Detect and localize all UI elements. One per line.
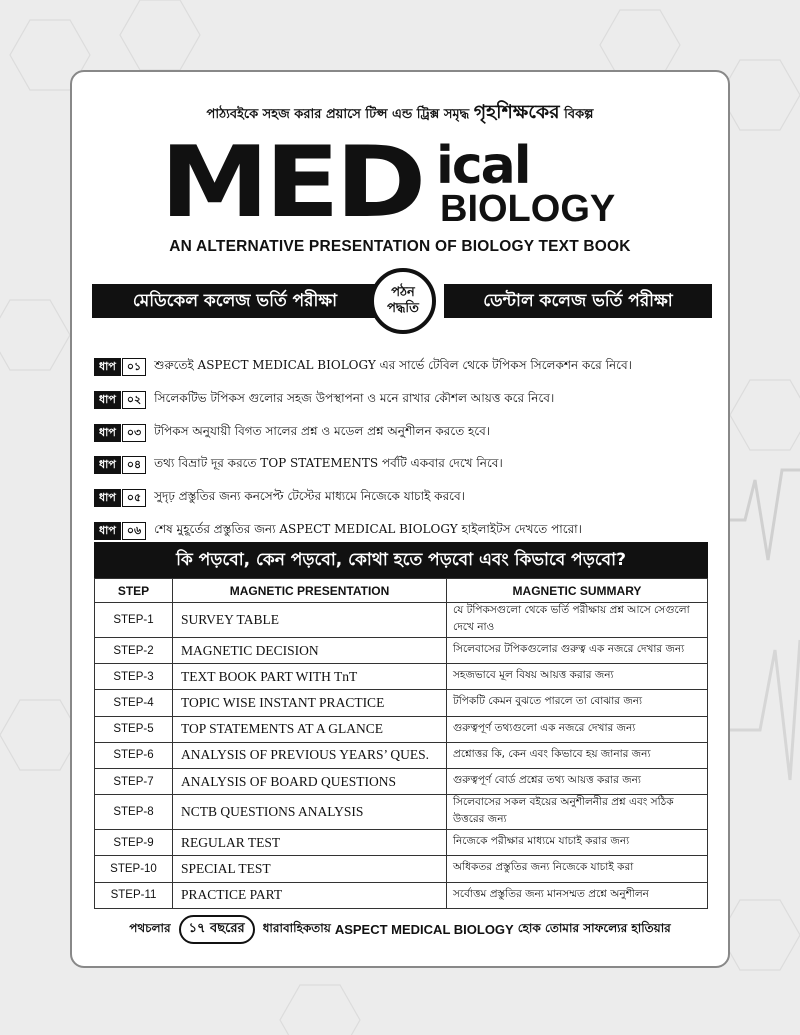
cell-summary: টপিকটি কেমন বুঝতে পারলে তা বোঝার জন্য xyxy=(447,690,708,716)
cell-presentation: REGULAR TEST xyxy=(173,830,447,856)
cell-presentation: TOP STATEMENTS AT A GLANCE xyxy=(173,716,447,742)
table-row xyxy=(95,716,708,742)
logo-biology-text: BIOLOGY xyxy=(440,188,616,230)
cell-presentation: SPECIAL TEST xyxy=(173,856,447,882)
step-label: ধাপ xyxy=(94,358,121,376)
step-number: ০১ xyxy=(122,358,146,376)
cell-presentation: TEXT BOOK PART WITH TnT xyxy=(173,664,447,690)
reading-method-badge xyxy=(370,268,436,334)
cell-step: STEP-2 xyxy=(95,638,173,664)
cell-presentation: NCTB QUESTIONS ANALYSIS xyxy=(173,795,447,830)
table-header-row xyxy=(95,579,708,603)
step-number: ০৩ xyxy=(122,424,146,442)
step-badge xyxy=(94,424,146,442)
header-step: STEP xyxy=(95,579,173,603)
cell-summary: গুরুত্বপূর্ণ তথ্যগুলো এক নজরে দেখার জন্য xyxy=(447,716,708,742)
cell-presentation: ANALYSIS OF BOARD QUESTIONS xyxy=(173,768,447,794)
table-row xyxy=(95,882,708,908)
step-badge xyxy=(94,391,146,409)
step-label: ধাপ xyxy=(94,489,121,507)
table-row xyxy=(95,638,708,664)
step-text: শুরুতেই ASPECT MEDICAL BIOLOGY এর সার্ভে টেবিল থেকে টপিকস সিলেকশন করে নিবে। xyxy=(154,358,632,372)
step-number: ০৬ xyxy=(122,522,146,540)
table-row xyxy=(95,664,708,690)
method-line-1: পঠন xyxy=(391,285,415,300)
header-summary: MAGNETIC SUMMARY xyxy=(447,579,708,603)
medical-exam-banner: মেডিকেল কলেজ ভর্তি পরীক্ষা xyxy=(92,284,378,318)
step-badge xyxy=(94,489,146,507)
cell-summary: অধিকতর প্রস্তুতির জন্য নিজেকে যাচাই করা xyxy=(447,856,708,882)
tagline-prefix: পাঠ্যবইকে সহজ করার প্রয়াসে টিপ্স এন্ড ট্রিক্স সমৃদ্ধ xyxy=(206,107,470,122)
step-badge xyxy=(94,456,146,474)
cell-step: STEP-10 xyxy=(95,856,173,882)
step-badge xyxy=(94,522,146,540)
logo-ical-text: ical xyxy=(436,136,530,196)
step-label: ধাপ xyxy=(94,456,121,474)
tagline-emphasis: গৃহশিক্ষকের xyxy=(473,101,560,123)
cell-step: STEP-11 xyxy=(95,882,173,908)
step-item xyxy=(94,486,714,510)
cell-summary: গুরুত্বপূর্ণ বোর্ড প্রশ্নের তথ্য আয়ত্ত করার জন্য xyxy=(447,768,708,794)
cell-step: STEP-3 xyxy=(95,664,173,690)
cell-step: STEP-7 xyxy=(95,768,173,794)
table-row xyxy=(95,768,708,794)
cell-presentation: TOPIC WISE INSTANT PRACTICE xyxy=(173,690,447,716)
cell-step: STEP-9 xyxy=(95,830,173,856)
step-text: তথ্য বিভ্রাট দূর করতে TOP STATEMENTS পর্বটি একবার দেখে নিবে। xyxy=(154,456,503,471)
step-text: সুদৃঢ় প্রস্তুতির জন্য কনসেপ্ট টেস্টের মাধ্যমে নিজেকে যাচাই করবে। xyxy=(154,489,465,504)
step-label: ধাপ xyxy=(94,391,121,409)
step-number: ০৫ xyxy=(122,489,146,507)
footer-suffix: হোক তোমার সাফল্যের হাতিয়ার xyxy=(517,920,671,935)
cell-summary: সহজভাবে মূল বিষয় আয়ত্ত করার জন্য xyxy=(447,664,708,690)
cell-summary: প্রশ্নোত্তর কি, কেন এবং কিভাবে হয় জানার জন্য xyxy=(447,742,708,768)
cell-presentation: SURVEY TABLE xyxy=(173,603,447,638)
step-label: ধাপ xyxy=(94,424,121,442)
cell-summary: সিলেবাসের সকল বইয়ের অনুশীলনীর প্রশ্ন এবং সঠিক উত্তরের জন্য xyxy=(447,795,708,830)
step-text: টপিকস অনুযায়ী বিগত সালের প্রশ্ন ও মডেল প্রশ্ন অনুশীলন করতে হবে। xyxy=(154,423,491,438)
cell-summary: যে টপিকসগুলো থেকে ভর্তি পরীক্ষায় প্রশ্ন আসে সেগুলো দেখে নাও xyxy=(447,603,708,638)
cell-step: STEP-5 xyxy=(95,716,173,742)
header-presentation: MAGNETIC PRESENTATION xyxy=(173,579,447,603)
cell-presentation: ANALYSIS OF PREVIOUS YEARS’ QUES. xyxy=(173,742,447,768)
magnetic-steps-table xyxy=(94,578,708,909)
table-row xyxy=(95,795,708,830)
step-number: ০৪ xyxy=(122,456,146,474)
cell-summary: সিলেবাসের টপিকগুলোর গুরুত্ব এক নজরে দেখার জন্য xyxy=(447,638,708,664)
footer-middle: ধারাবাহিকতায় xyxy=(262,920,331,935)
cell-summary: সর্বোত্তম প্রস্তুতির জন্য মানসম্মত প্রশ্নে অনুশীলন xyxy=(447,882,708,908)
cell-step: STEP-1 xyxy=(95,603,173,638)
steps-list xyxy=(94,355,714,552)
step-item xyxy=(94,453,714,477)
step-item xyxy=(94,355,714,379)
table-row xyxy=(95,742,708,768)
cell-step: STEP-4 xyxy=(95,690,173,716)
step-item xyxy=(94,388,714,412)
logo-med-text: MED xyxy=(160,126,422,240)
method-line-2: পদ্ধতি xyxy=(387,301,419,316)
table-row xyxy=(95,856,708,882)
question-banner: কি পড়বো, কেন পড়বো, কোথা হতে পড়বো এবং কিভাবে পড়বো? xyxy=(94,542,708,578)
step-badge xyxy=(94,358,146,376)
content-card xyxy=(70,70,730,968)
step-number: ০২ xyxy=(122,391,146,409)
step-text: শেষ মুহূর্তের প্রস্তুতির জন্য ASPECT MEDICAL BIOLOGY হাইলাইটস দেখতে পারো। xyxy=(154,521,582,536)
step-item xyxy=(94,421,714,445)
step-text: সিলেকটিভ টপিকস গুলোর সহজ উপস্থাপনা ও মনে রাখার কৌশল আয়ত্ত করে নিবে। xyxy=(154,390,555,405)
table-row xyxy=(95,603,708,638)
tagline-suffix: বিকল্প xyxy=(564,107,594,122)
footer-slogan xyxy=(72,915,728,944)
cell-step: STEP-8 xyxy=(95,795,173,830)
book-subtitle: AN ALTERNATIVE PRESENTATION OF BIOLOGY TEXT BOOK xyxy=(169,238,631,255)
years-badge: ১৭ বছরের xyxy=(179,915,255,944)
dental-exam-banner: ডেন্টাল কলেজ ভর্তি পরীক্ষা xyxy=(444,284,712,318)
cell-step: STEP-6 xyxy=(95,742,173,768)
cell-presentation: PRACTICE PART xyxy=(173,882,447,908)
table-row xyxy=(95,690,708,716)
step-item xyxy=(94,519,714,543)
cell-presentation: MAGNETIC DECISION xyxy=(173,638,447,664)
footer-prefix: পথচলার xyxy=(129,920,171,935)
step-label: ধাপ xyxy=(94,522,121,540)
cell-summary: নিজেকে পরীক্ষার মাধ্যমে যাচাই করার জন্য xyxy=(447,830,708,856)
footer-brand: ASPECT MEDICAL BIOLOGY xyxy=(334,922,514,937)
table-row xyxy=(95,830,708,856)
